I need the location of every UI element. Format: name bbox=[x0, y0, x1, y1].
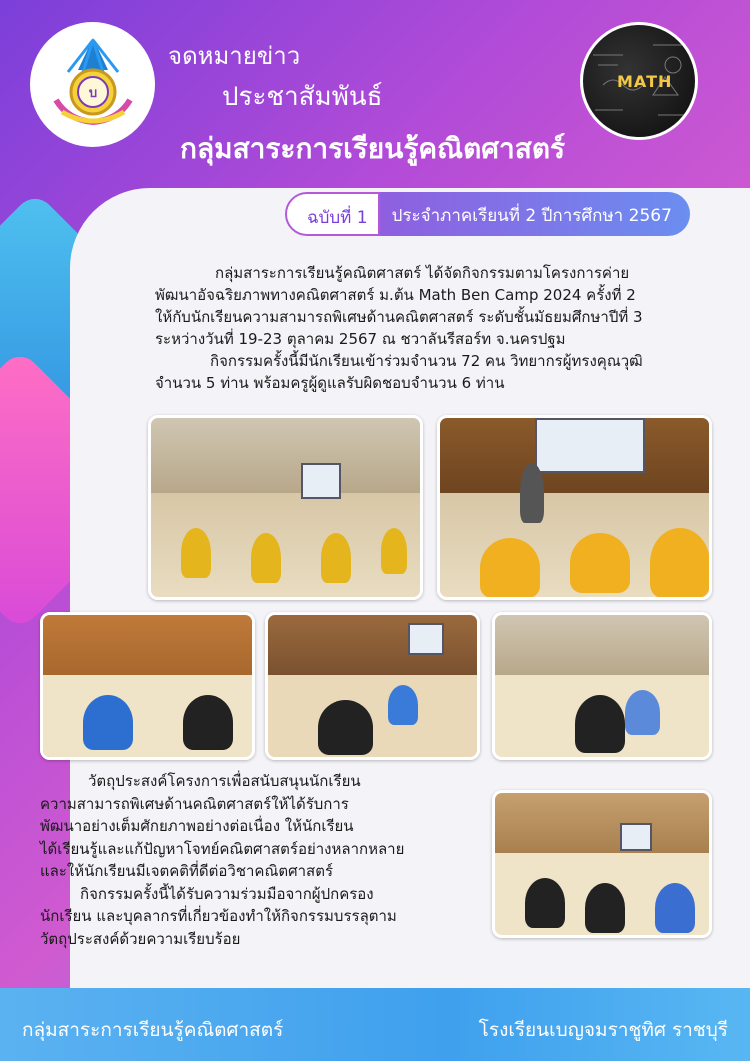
intro-line: ระหว่างวันที่ 19-23 ตุลาคม 2567 ณ ชวาลันรีสอร์ท จ.นครปฐม bbox=[155, 330, 566, 348]
intro-line: พัฒนาอัจฉริยภาพทางคณิตศาสตร์ ม.ต้น Math Ben Camp 2024 ครั้งที่ 2 bbox=[155, 286, 636, 304]
objective-paragraph bbox=[40, 770, 490, 950]
footer-school: โรงเรียนเบญจมราชูทิศ ราชบุรี bbox=[478, 1019, 728, 1041]
objective-line: วัตถุประสงค์โครงการเพื่อสนับสนุนนักเรียน bbox=[88, 772, 361, 790]
objective-line: และให้นักเรียนมีเจตคติที่ดีต่อวิชาคณิตศาสตร์ bbox=[40, 862, 334, 880]
intro-paragraph bbox=[155, 262, 715, 394]
svg-text:บ: บ bbox=[88, 85, 97, 101]
newsletter-label: จดหมายข่าว bbox=[168, 42, 301, 70]
math-badge-label: MATH bbox=[617, 72, 673, 91]
photo-students-1 bbox=[40, 612, 255, 760]
issue-number: ฉบับที่ 1 bbox=[285, 192, 380, 236]
math-badge-icon bbox=[580, 22, 698, 140]
intro-line: จำนวน 5 ท่าน พร้อมครูผู้ดูแลรับผิดชอบจำนวน 6 ท่าน bbox=[155, 374, 505, 392]
school-emblem-icon bbox=[30, 22, 155, 147]
photo-hall-2 bbox=[492, 790, 712, 938]
photo-speaker bbox=[437, 415, 712, 600]
objective-line: นักเรียน และบุคลากรที่เกี่ยวข้องทำให้กิจกรรมบรรลุตาม bbox=[40, 907, 397, 925]
intro-line: กิจกรรมครั้งนี้มีนักเรียนเข้าร่วมจำนวน 72 คน วิทยากรผู้ทรงคุณวุฒิ bbox=[210, 352, 643, 370]
issue-banner bbox=[285, 192, 690, 236]
footer-department: กลุ่มสาระการเรียนรู้คณิตศาสตร์ bbox=[22, 1019, 284, 1041]
page-title: กลุ่มสาระการเรียนรู้คณิตศาสตร์ bbox=[180, 132, 566, 165]
issue-term: ประจำภาคเรียนที่ 2 ปีการศึกษา 2567 bbox=[380, 192, 690, 236]
photo-students-3 bbox=[492, 612, 712, 760]
objective-line: ความสามารถพิเศษด้านคณิตศาสตร์ให้ได้รับการ bbox=[40, 794, 349, 813]
objective-line: กิจกรรมครั้งนี้ได้รับความร่วมมือจากผู้ปกครอง bbox=[80, 884, 374, 903]
objective-line: ได้เรียนรู้และแก้ปัญหาโจทย์คณิตศาสตร์อย่างหลากหลาย bbox=[40, 839, 405, 858]
pr-label: ประชาสัมพันธ์ bbox=[222, 82, 383, 112]
intro-line: ให้กับนักเรียนความสามารถพิเศษด้านคณิตศาสตร์ ระดับชั้นมัธยมศึกษาปีที่ 3 bbox=[155, 308, 643, 326]
intro-line: กลุ่มสาระการเรียนรู้คณิตศาสตร์ ได้จัดกิจกรรมตามโครงการค่าย bbox=[215, 264, 630, 282]
objective-line: วัตถุประสงค์ด้วยความเรียบร้อย bbox=[40, 929, 241, 948]
objective-line: พัฒนาอย่างเต็มศักยภาพอย่างต่อเนื่อง ให้นักเรียน bbox=[40, 817, 354, 835]
photo-hall-wide bbox=[148, 415, 423, 600]
photo-students-2 bbox=[265, 612, 480, 760]
